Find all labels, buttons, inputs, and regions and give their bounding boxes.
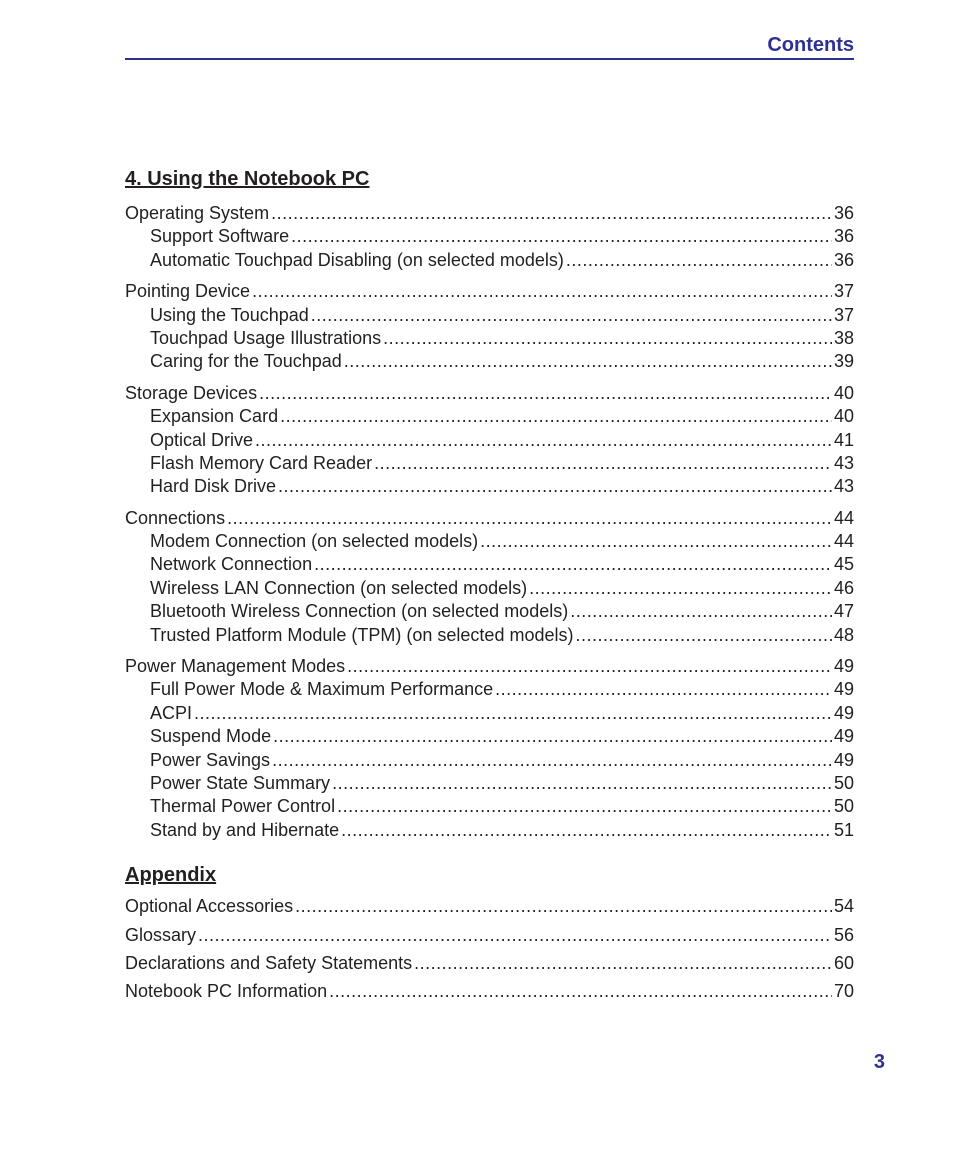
toc-entry-page: 37 <box>833 304 854 325</box>
toc-entry-page: 37 <box>833 281 854 302</box>
toc-group-operating-system <box>125 202 854 272</box>
toc-subentry[interactable] <box>125 600 854 623</box>
toc-subentry[interactable] <box>125 304 854 327</box>
leader-dots <box>271 202 832 225</box>
toc-entry-title: Optical Drive <box>150 429 254 450</box>
table-of-contents <box>125 164 854 1004</box>
toc-subentry[interactable] <box>125 725 854 748</box>
toc-entry[interactable] <box>125 507 854 530</box>
leader-dots <box>566 249 832 272</box>
leader-dots <box>291 225 832 248</box>
toc-entry-page: 54 <box>833 896 854 917</box>
leader-dots <box>252 280 832 303</box>
toc-entry-page: 44 <box>833 531 854 552</box>
toc-subentry[interactable] <box>125 772 854 795</box>
toc-entry[interactable] <box>125 980 854 1003</box>
toc-entry-title: Operating System <box>125 203 270 223</box>
toc-entry-title: Power Management Modes <box>125 656 346 677</box>
toc-entry-page: 50 <box>833 796 854 817</box>
toc-entry-title: Using the Touchpad <box>150 304 309 325</box>
toc-entry[interactable] <box>125 655 854 678</box>
toc-entry[interactable] <box>125 952 854 975</box>
toc-entry-title: Touchpad Usage Illustrations <box>150 327 382 348</box>
appendix-heading[interactable]: Appendix <box>125 864 217 887</box>
leader-dots <box>337 795 832 818</box>
toc-entry-page: 44 <box>833 507 854 528</box>
toc-subentry[interactable] <box>125 702 854 725</box>
toc-entry-title: Full Power Mode & Maximum Performance <box>150 679 494 700</box>
toc-subentry[interactable] <box>125 225 854 248</box>
toc-entry-page: 49 <box>833 726 854 747</box>
leader-dots <box>570 600 832 623</box>
leader-dots <box>344 350 832 373</box>
toc-entry-page: 70 <box>833 981 854 1002</box>
toc-group-power-management <box>125 655 854 842</box>
toc-entry-page: 49 <box>833 679 854 700</box>
toc-entry[interactable] <box>125 924 854 947</box>
leader-dots <box>374 452 832 475</box>
toc-entry-title: Hard Disk Drive <box>150 476 277 497</box>
toc-entry-page: 40 <box>833 406 854 427</box>
toc-entry-page: 56 <box>833 924 854 945</box>
toc-subentry[interactable] <box>125 452 854 475</box>
leader-dots <box>255 429 832 452</box>
toc-entry-page: 49 <box>833 749 854 770</box>
leader-dots <box>227 507 832 530</box>
leader-dots <box>259 382 832 405</box>
toc-group-connections <box>125 507 854 647</box>
section-heading[interactable]: 4. Using the Notebook PC <box>125 168 370 190</box>
toc-entry-title: Optional Accessories <box>125 896 294 917</box>
toc-subentry[interactable] <box>125 475 854 498</box>
toc-entry-title: Thermal Power Control <box>150 796 336 817</box>
appendix-section <box>125 860 854 1004</box>
toc-entry-title: Trusted Platform Module (TPM) (on selected models) <box>150 624 574 645</box>
header-title: Contents <box>767 34 854 56</box>
toc-entry-title: Flash Memory Card Reader <box>150 452 373 473</box>
toc-subentry[interactable] <box>125 749 854 772</box>
toc-entry-title: ACPI <box>150 702 193 723</box>
toc-entry[interactable] <box>125 895 854 918</box>
toc-entry-title: Caring for the Touchpad <box>150 351 342 372</box>
toc-entry[interactable] <box>125 280 854 303</box>
leader-dots <box>341 819 832 842</box>
leader-dots <box>347 655 832 678</box>
leader-dots <box>332 772 832 795</box>
toc-subentry[interactable] <box>125 624 854 647</box>
toc-entry-page: 45 <box>833 554 854 575</box>
toc-subentry[interactable] <box>125 553 854 576</box>
toc-entry-page: 51 <box>833 819 854 840</box>
toc-entry-page: 46 <box>833 577 854 598</box>
toc-entry-title: Power Savings <box>150 749 271 770</box>
toc-entry-page: 36 <box>833 203 854 223</box>
toc-entry-page: 39 <box>833 351 854 372</box>
toc-entry-title: Modem Connection (on selected models) <box>150 531 479 552</box>
toc-entry-title: Connections <box>125 507 226 528</box>
leader-dots <box>198 924 832 947</box>
toc-entry-title: Bluetooth Wireless Connection (on selected models) <box>150 601 569 622</box>
toc-entry-title: Notebook PC Information <box>125 981 328 1002</box>
leader-dots <box>272 749 832 772</box>
toc-subentry[interactable] <box>125 795 854 818</box>
toc-subentry[interactable] <box>125 249 854 272</box>
toc-entry-page: 49 <box>833 656 854 677</box>
toc-entry-title: Stand by and Hibernate <box>150 819 340 840</box>
page-number: 3 <box>873 1051 885 1073</box>
leader-dots <box>314 553 832 576</box>
toc-entry-page: 47 <box>833 601 854 622</box>
toc-subentry[interactable] <box>125 327 854 350</box>
toc-entry-title: Storage Devices <box>125 382 258 403</box>
toc-entry-title: Support Software <box>150 226 290 247</box>
leader-dots <box>311 304 832 327</box>
toc-subentry[interactable] <box>125 678 854 701</box>
toc-entry-page: 41 <box>833 429 854 450</box>
toc-entry-page: 48 <box>833 624 854 645</box>
toc-entry-title: Automatic Touchpad Disabling (on selected models) <box>150 249 564 270</box>
toc-group-pointing-device <box>125 280 854 374</box>
toc-entry-page: 38 <box>833 327 854 348</box>
leader-dots <box>529 577 832 600</box>
toc-entry-title: Declarations and Safety Statements <box>125 952 413 973</box>
toc-entry[interactable] <box>125 382 854 405</box>
toc-entry-page: 36 <box>833 226 854 247</box>
toc-group-storage-devices <box>125 382 854 499</box>
toc-entry-page: 60 <box>833 952 854 973</box>
toc-entry-title: Expansion Card <box>150 406 279 427</box>
toc-subentry[interactable] <box>125 429 854 452</box>
toc-entry-page: 36 <box>833 249 854 270</box>
leader-dots <box>480 530 832 553</box>
leader-dots <box>278 475 832 498</box>
leader-dots <box>280 405 832 428</box>
toc-subentry[interactable] <box>125 819 854 842</box>
leader-dots <box>383 327 832 350</box>
toc-subentry[interactable] <box>125 530 854 553</box>
toc-entry-page: 49 <box>833 702 854 723</box>
leader-dots <box>273 725 832 748</box>
toc-entry-title: Pointing Device <box>125 281 251 302</box>
leader-dots <box>495 678 832 701</box>
toc-subentry[interactable] <box>125 405 854 428</box>
toc-entry-page: 43 <box>833 476 854 497</box>
toc-entry-title: Wireless LAN Connection (on selected models) <box>150 577 528 598</box>
toc-entry-page: 43 <box>833 452 854 473</box>
leader-dots <box>414 952 832 975</box>
toc-entry-title: Network Connection <box>150 554 313 575</box>
toc-entry[interactable] <box>125 202 854 225</box>
leader-dots <box>295 895 832 918</box>
leader-dots <box>194 702 832 725</box>
header-divider <box>125 58 854 60</box>
leader-dots <box>575 624 831 647</box>
toc-entry-title: Power State Summary <box>150 772 331 793</box>
toc-entry-page: 50 <box>833 772 854 793</box>
toc-entry-title: Suspend Mode <box>150 726 272 747</box>
leader-dots <box>329 980 832 1003</box>
toc-subentry[interactable] <box>125 350 854 373</box>
toc-subentry[interactable] <box>125 577 854 600</box>
toc-entry-page: 40 <box>833 382 854 403</box>
toc-entry-title: Glossary <box>125 924 197 945</box>
